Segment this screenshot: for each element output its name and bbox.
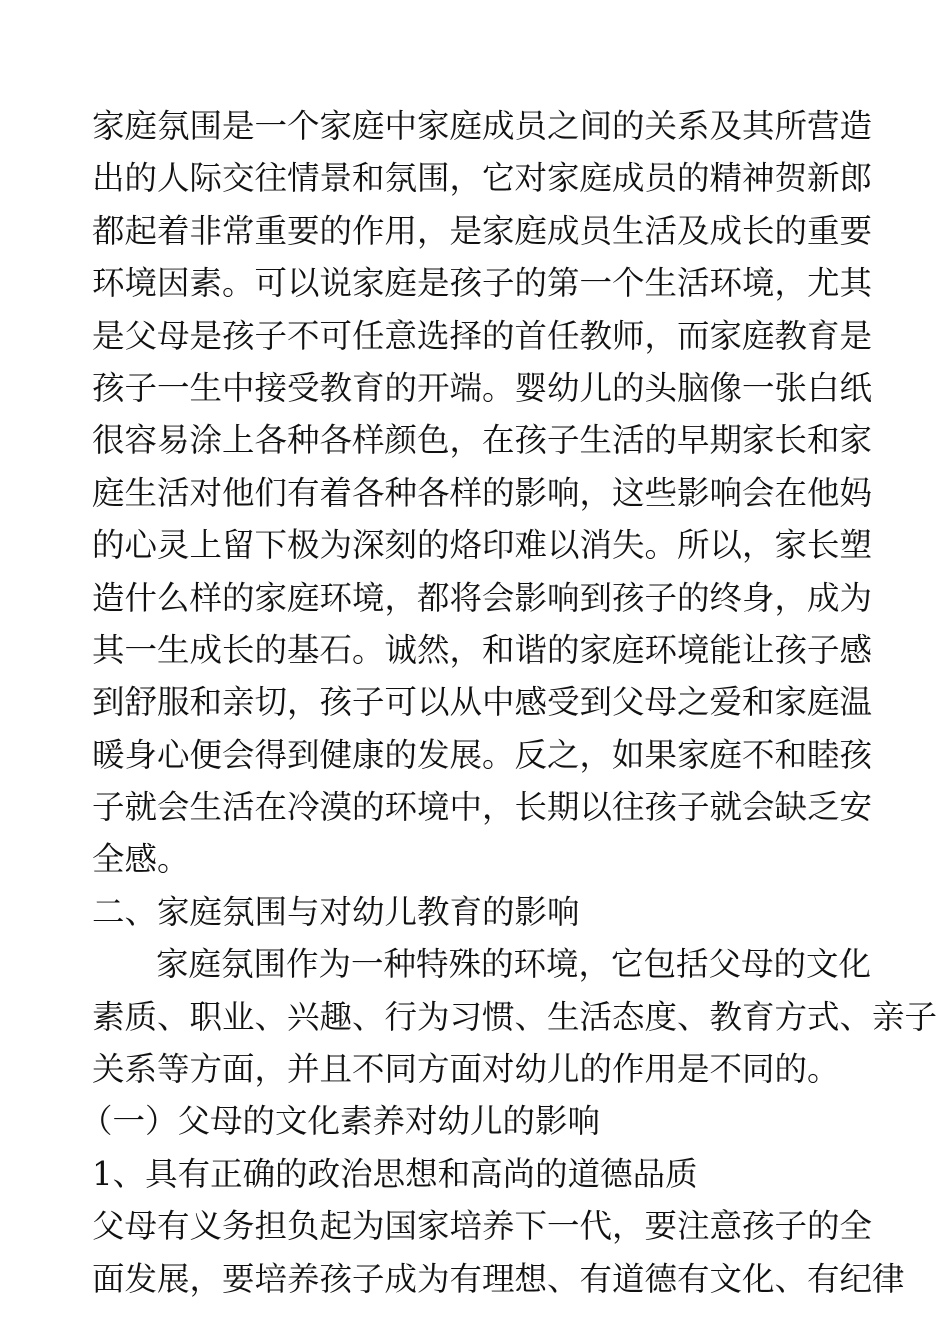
paragraph-line-17: 家庭氛围作为一种特殊的环境，它包括父母的文化 — [156, 945, 872, 984]
paragraph-line-7: 很容易涂上各种各样颜色，在孩子生活的早期家长和家 — [92, 421, 873, 460]
paragraph-line-2: 出的人际交往情景和氛围，它对家庭成员的精神贺新郎 — [92, 159, 873, 198]
paragraph-line-4: 环境因素。可以说家庭是孩子的第一个生活环境，尤其 — [92, 264, 873, 303]
paragraph-line-12: 到舒服和亲切，孩子可以从中感受到父母之爱和家庭温 — [92, 683, 873, 722]
numbered-heading: 1、具有正确的政治思想和高尚的道德品质 — [92, 1154, 698, 1193]
paragraph-line-9: 的心灵上留下极为深刻的烙印难以消失。所以，家长塑 — [92, 526, 873, 565]
paragraph-line-15: 全感。 — [92, 840, 190, 879]
paragraph-line-6: 孩子一生中接受教育的开端。婴幼儿的头脑像一张白纸 — [92, 368, 873, 407]
paragraph-line-10: 造什么样的家庭环境，都将会影响到孩子的终身，成为 — [92, 578, 873, 617]
subsection-heading: （一）父母的文化素养对幼儿的影响 — [80, 1102, 601, 1141]
section-heading: 二、家庭氛围与对幼儿教育的影响 — [92, 892, 580, 931]
paragraph-line-5: 是父母是孩子不可任意选择的首任教师，而家庭教育是 — [92, 316, 873, 355]
paragraph-line-14: 子就会生活在冷漠的环境中，长期以往孩子就会缺乏安 — [92, 788, 873, 827]
paragraph-line-11: 其一生成长的基石。诚然，和谐的家庭环境能让孩子感 — [92, 630, 873, 669]
paragraph-line-19: 关系等方面，并且不同方面对幼儿的作用是不同的。 — [92, 1050, 840, 1089]
paragraph-line-23: 面发展，要培养孩子成为有理想、有道德有文化、有纪律 — [92, 1259, 905, 1298]
paragraph-line-1: 家庭氛围是一个家庭中家庭成员之间的关系及其所营造 — [92, 107, 873, 145]
document-body — [80, 100, 938, 1305]
paragraph-line-13: 暖身心便会得到健康的发展。反之，如果家庭不和睦孩 — [92, 735, 873, 774]
paragraph-line-8: 庭生活对他们有着各种各样的影响，这些影响会在他妈 — [92, 473, 873, 512]
paragraph-line-3: 都起着非常重要的作用，是家庭成员生活及成长的重要 — [92, 211, 873, 250]
paragraph-line-18: 素质、职业、兴趣、行为习惯、生活态度、教育方式、亲子 — [92, 997, 938, 1036]
paragraph-line-22: 父母有义务担负起为国家培养下一代，要注意孩子的全 — [92, 1207, 873, 1246]
